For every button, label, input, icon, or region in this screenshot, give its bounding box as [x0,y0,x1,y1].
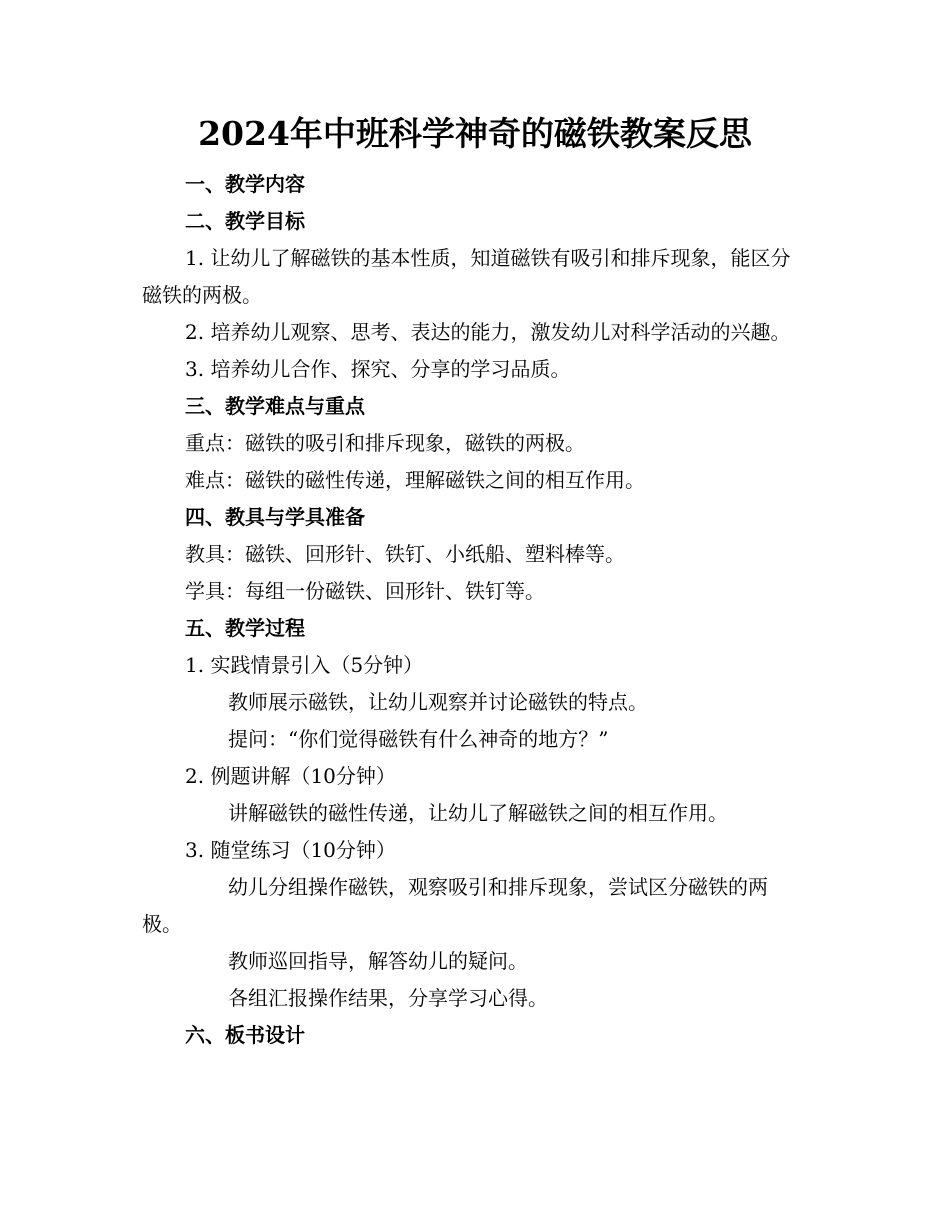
student-materials: 学具：每组一份磁铁、回形针、铁钉等。 [185,579,545,603]
teacher-materials: 教具：磁铁、回形针、铁钉、小纸船、塑料棒等。 [185,542,625,566]
process-step-1: 1. 实践情景引入（5分钟） [185,653,424,677]
process-step-3: 3. 随堂练习（10分钟） [185,838,396,862]
section-heading-process: 五、教学过程 [185,616,305,640]
section-heading-goals: 二、教学目标 [185,209,305,233]
section-heading-key-points: 三、教学难点与重点 [185,394,365,418]
process-step-1-detail-b: 提问：“你们觉得磁铁有什么神奇的地方？” [228,727,609,751]
goal-item-3: 3. 培养幼儿合作、探究、分享的学习品质。 [185,357,571,381]
process-step-3-detail-c: 各组汇报操作结果，分享学习心得。 [228,986,548,1010]
process-step-1-detail-a: 教师展示磁铁，让幼儿观察并讨论磁铁的特点。 [228,690,648,714]
process-step-3-detail-a: 幼儿分组操作磁铁，观察吸引和排斥现象，尝试区分磁铁的两极。 [142,875,768,936]
process-step-2-detail: 讲解磁铁的磁性传递，让幼儿了解磁铁之间的相互作用。 [228,801,728,825]
document-body [142,166,807,1054]
goal-item-2: 2. 培养幼儿观察、思考、表达的能力，激发幼儿对科学活动的兴趣。 [185,320,791,344]
section-heading-materials: 四、教具与学具准备 [185,505,365,529]
document-title: 2024年中班科学神奇的磁铁教案反思 [198,114,752,153]
process-step-2: 2. 例题讲解（10分钟） [185,764,396,788]
difficult-point: 难点：磁铁的磁性传递，理解磁铁之间的相互作用。 [185,468,645,492]
goal-item-1: 1. 让幼儿了解磁铁的基本性质，知道磁铁有吸引和排斥现象，能区分磁铁的两极。 [142,246,791,307]
section-heading-content: 一、教学内容 [185,172,305,196]
section-heading-board-design: 六、板书设计 [185,1023,305,1047]
process-step-3-detail-b: 教师巡回指导，解答幼儿的疑问。 [228,949,528,973]
key-point: 重点：磁铁的吸引和排斥现象，磁铁的两极。 [185,431,585,455]
